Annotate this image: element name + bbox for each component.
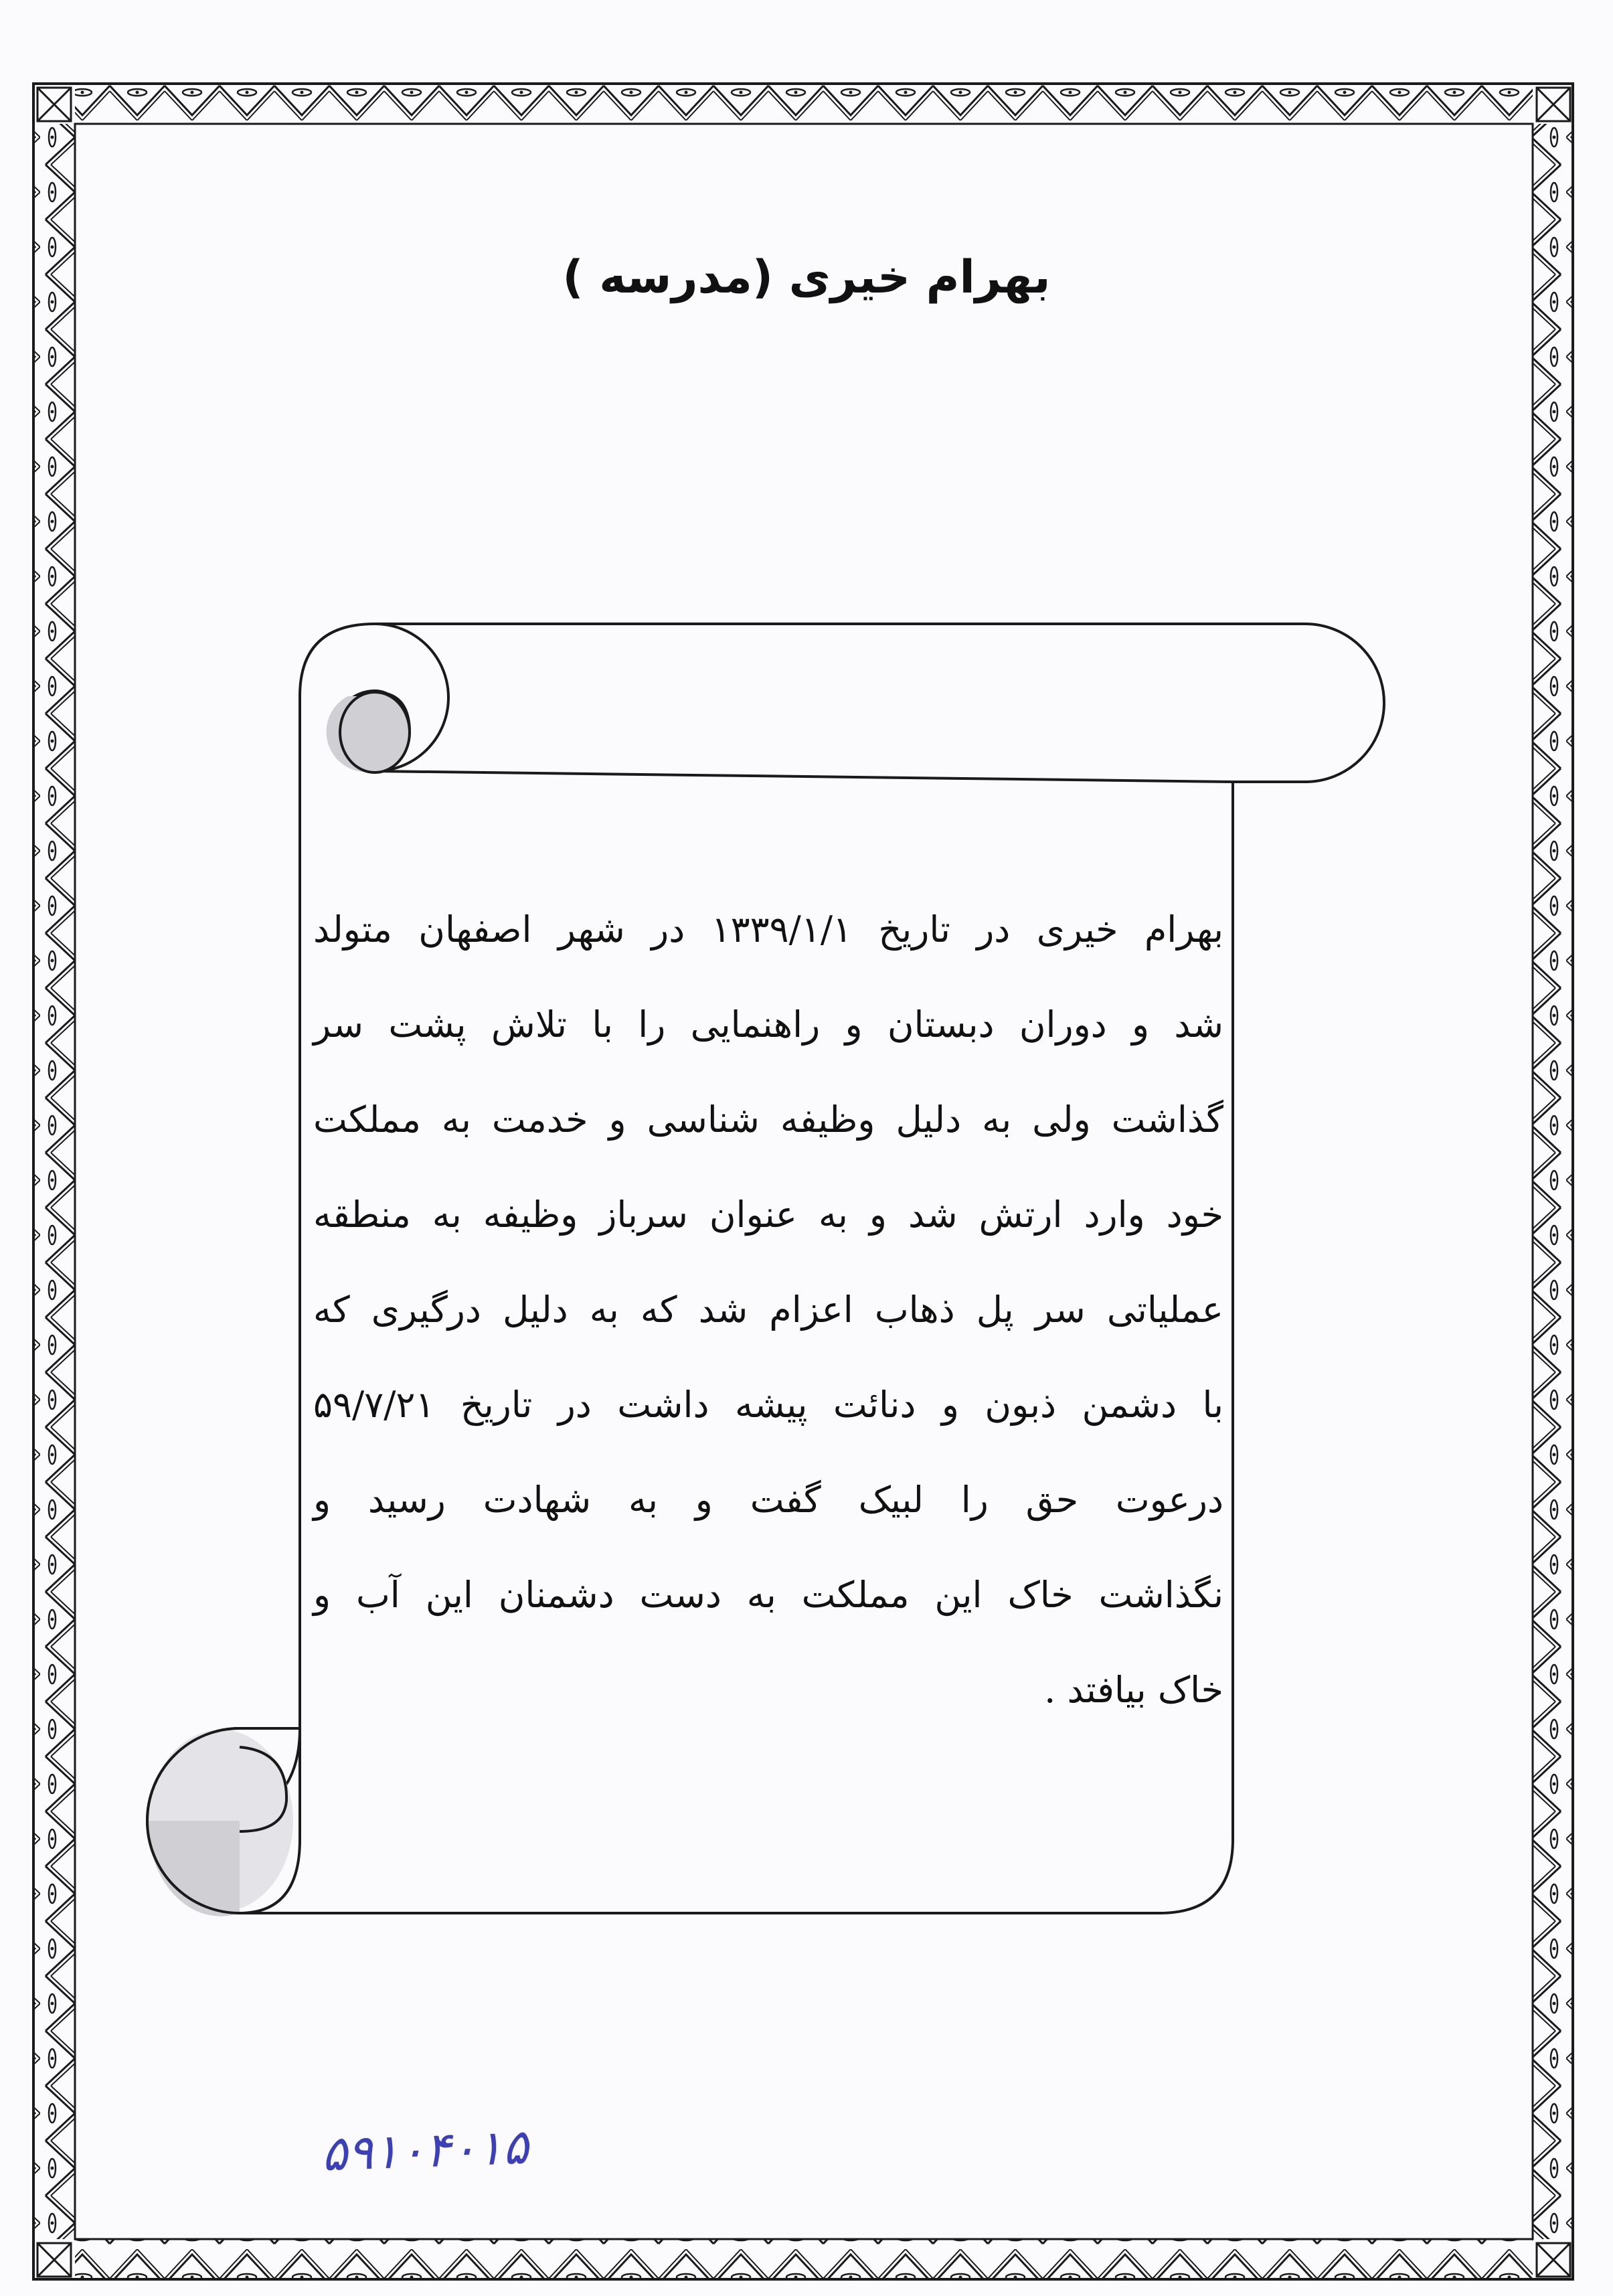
- document-title: بهرام خیری (مدرسه ): [562, 251, 1051, 304]
- text-line: شد و دوران دبستان و راهنمایی را با تلاش پشت سر: [313, 1003, 1223, 1046]
- text-line: خاک بیافتد .: [1044, 1669, 1223, 1711]
- text-line: گذاشت ولی به دلیل وظیفه شناسی و خدمت به مملکت: [313, 1098, 1223, 1141]
- text-line: عملیاتی سر پل ذهاب اعزام شد که به دلیل درگیری که: [313, 1289, 1223, 1331]
- text-line: خود وارد ارتش شد و به عنوان سرباز وظیفه به منطقه: [313, 1194, 1223, 1236]
- handwritten-reference-number: ۵۹۱۰۴۰۱۵: [320, 2118, 529, 2182]
- text-line: بهرام خیری در تاریخ ۱۳۳۹/۱/۱ در شهر اصفهان متولد: [313, 908, 1223, 951]
- biography-text: [313, 882, 1223, 1738]
- text-line: با دشمن ذبون و دنائت پیشه داشت در تاریخ ۵۹/۷/۲۱: [313, 1384, 1223, 1426]
- text-line: نگذاشت خاک این مملکت به دست دشمنان این آب و: [313, 1574, 1223, 1616]
- text-line: درعوت حق را لبیک گفت و به شهادت رسید و: [313, 1479, 1223, 1521]
